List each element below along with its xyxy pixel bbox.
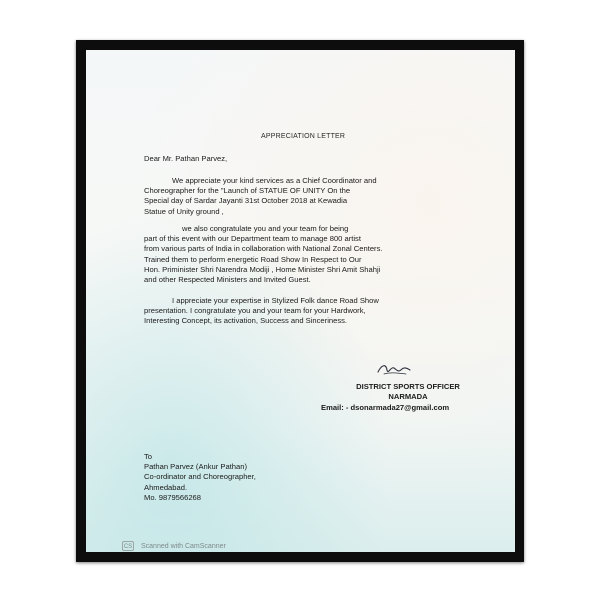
paragraph-3-line: I appreciate your expertise in Stylized Folk dance Road Show: [172, 296, 379, 305]
scanner-watermark: Scanned with CamScanner: [141, 543, 226, 550]
recipient-line: Mo. 9879566268: [144, 492, 202, 502]
paragraph-2-line: Trained them to perform energetic Road Show In Respect to Our: [144, 254, 362, 264]
officer-designation: DISTRICT SPORTS OFFICER: [356, 382, 460, 391]
paragraph-1-line: We appreciate your kind services as a Chief Coordinator and: [172, 176, 377, 185]
letter-title: APPRECIATION LETTER: [261, 133, 346, 140]
officer-email: Email: - dsonarmada27@gmail.com: [321, 403, 450, 412]
signature-mark: [376, 360, 412, 378]
paragraph-3-line: presentation. I congratulate you and your team for your Hardwork,: [144, 306, 366, 316]
officer-district: NARMADA: [388, 392, 428, 402]
paragraph-3-line: Interesting Concept, its activation, Success and Sinceriness.: [144, 316, 348, 326]
paragraph-1-line: Special day of Sardar Jayanti 31st October 2018 at Kewadia: [144, 196, 348, 206]
paragraph-1: [144, 176, 474, 217]
recipient-line: Ahmedabad.: [144, 482, 188, 492]
paragraph-3: [144, 296, 484, 327]
officer-block: [338, 382, 478, 402]
paragraph-2: [144, 224, 484, 285]
paragraph-2-line: we also congratulate you and your team for being: [182, 224, 349, 233]
paragraph-2-line: Hon. Priminister Shri Narendra Modiji , Home Minister Shri Amit Shahji: [144, 264, 381, 274]
recipient-line: Co-ordinator and Choreographer,: [144, 472, 256, 482]
paragraph-2-line: part of this event with our Department team to manage 800 artist: [144, 234, 361, 244]
camscanner-logo-icon: CS: [122, 541, 134, 551]
recipient-line: Pathan Parvez (Ankur Pathan): [144, 462, 247, 472]
letter-paper: [86, 50, 515, 552]
recipient-line: To: [144, 452, 153, 461]
paragraph-2-line: and other Respected Ministers and Invited Guest.: [144, 275, 311, 285]
paragraph-2-line: from various parts of India in collaboration with National Zonal Centers.: [144, 244, 383, 254]
paragraph-1-line: Statue of Unity ground ,: [144, 206, 224, 216]
recipient-block: [144, 452, 256, 503]
paragraph-1-line: Choreographer for the "Launch of STATUE OF UNITY On the: [144, 186, 351, 196]
salutation: Dear Mr. Pathan Parvez,: [144, 154, 228, 163]
